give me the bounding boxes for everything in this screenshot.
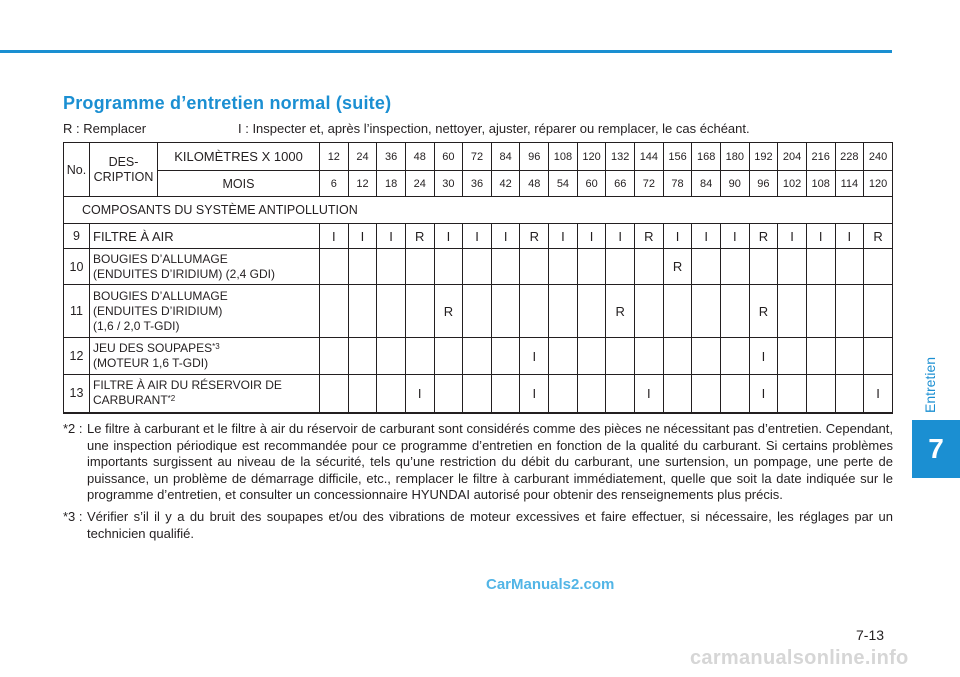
item-name-line	[93, 356, 319, 371]
schedule-cell: I	[606, 224, 635, 249]
month-value: 48	[520, 171, 549, 197]
row-number: 11	[64, 285, 90, 338]
schedule-cell	[577, 249, 606, 285]
km-value: 192	[749, 143, 778, 171]
schedule-cell: I	[720, 224, 749, 249]
km-value: 120	[577, 143, 606, 171]
km-header: KILOMÈTRES X 1000	[158, 143, 320, 171]
schedule-cell: R	[749, 285, 778, 338]
km-value: 60	[434, 143, 463, 171]
km-value: 36	[377, 143, 406, 171]
item-name-line	[93, 341, 319, 356]
legend-replace: R : Remplacer	[63, 121, 147, 136]
schedule-cell	[405, 285, 434, 338]
schedule-cell: I	[520, 338, 549, 375]
schedule-cell	[463, 249, 492, 285]
schedule-cell	[320, 338, 349, 375]
schedule-cell	[835, 338, 864, 375]
schedule-cell	[348, 338, 377, 375]
schedule-cell	[320, 375, 349, 413]
page-number: 7-13	[856, 627, 885, 643]
schedule-cell	[835, 285, 864, 338]
km-value: 108	[549, 143, 578, 171]
schedule-cell	[606, 375, 635, 413]
chapter-label	[915, 340, 945, 430]
watermark-carmanuals2: CarManuals2.com	[486, 576, 615, 593]
footnote-text: Le filtre à carburant et le filtre à air du réservoir de carburant sont considérés comme des pièces ne nécessitant pas d’entretien. Cependant, une inspection périodique est recommandée pour ce programme d’entretien en fonction de la qualité du carburant. Si certains problèmes importants surgissent au niveau de la sécurité, tels qu’une restriction du débit du carburant, une surtension, un pompage, une perte de puissance, un problème de démarrage difficile, etc., remplacer le filtre à carburant immédiatement, quelle que soit la date indiquée sur le programme d’entretien, et consulter un concessionnaire HYUNDAI autorisé pour obtenir des renseignements plus précis.	[87, 421, 893, 503]
item-name-line	[93, 267, 319, 282]
schedule-cell	[778, 338, 807, 375]
schedule-cell	[778, 375, 807, 413]
schedule-cell	[549, 375, 578, 413]
schedule-cell	[463, 338, 492, 375]
schedule-cell	[720, 338, 749, 375]
item-name-text: (ENDUITES D’IRIDIUM) (2,4 GDI)	[93, 266, 276, 281]
schedule-cell: I	[520, 375, 549, 413]
item-name-text: FILTRE À AIR DU RÉSERVOIR DE	[93, 378, 282, 393]
description-header-line2: CRIPTION	[93, 169, 154, 184]
item-name-text: (1,6 / 2,0 T-GDI)	[93, 318, 180, 333]
schedule-cell: I	[377, 224, 406, 249]
item-name	[90, 249, 320, 285]
schedule-cell	[778, 285, 807, 338]
row-number: 12	[64, 338, 90, 375]
schedule-cell: R	[606, 285, 635, 338]
month-value: 90	[720, 171, 749, 197]
months-header: MOIS	[158, 171, 320, 197]
month-value: 30	[434, 171, 463, 197]
month-value: 18	[377, 171, 406, 197]
schedule-cell	[577, 375, 606, 413]
month-value: 54	[549, 171, 578, 197]
month-value: 114	[835, 171, 864, 197]
footnote-text: Vérifier s’il il y a du bruit des soupapes et/ou des vibrations de moteur excessives et faire effectuer, si nécessaire, les réglages par un technicien qualifié.	[87, 508, 893, 541]
item-name-text: FILTRE À AIR	[93, 228, 174, 244]
schedule-cell	[520, 249, 549, 285]
schedule-cell: R	[663, 249, 692, 285]
schedule-cell	[606, 338, 635, 375]
schedule-cell	[377, 285, 406, 338]
header-row-months	[64, 171, 893, 197]
schedule-cell	[348, 375, 377, 413]
schedule-cell	[405, 338, 434, 375]
footnote	[63, 509, 893, 542]
schedule-cell	[692, 249, 721, 285]
schedule-cell: R	[864, 224, 893, 249]
legend-inspect: I : Inspecter et, après l’inspection, nettoyer, ajuster, réparer ou remplacer, le cas échéant.	[238, 121, 750, 136]
km-value: 72	[463, 143, 492, 171]
schedule-cell	[806, 375, 835, 413]
no-header: No.	[64, 143, 90, 197]
schedule-cell: I	[491, 224, 520, 249]
km-value: 12	[320, 143, 349, 171]
schedule-cell	[692, 285, 721, 338]
watermark-carmanualsonline: carmanualsonline.info	[690, 647, 909, 669]
schedule-cell: I	[806, 224, 835, 249]
item-name-text: BOUGIES D’ALLUMAGE	[93, 288, 228, 303]
footnote-mark: *2 :	[63, 421, 83, 436]
item-name-text: BOUGIES D’ALLUMAGE	[93, 251, 228, 266]
schedule-cell	[348, 285, 377, 338]
month-value: 78	[663, 171, 692, 197]
schedule-cell	[806, 249, 835, 285]
schedule-cell	[463, 285, 492, 338]
item-name-text: (ENDUITES D’IRIDIUM)	[93, 303, 223, 318]
schedule-cell	[864, 338, 893, 375]
schedule-cell	[692, 338, 721, 375]
month-value: 120	[864, 171, 893, 197]
schedule-cell	[491, 375, 520, 413]
month-value: 24	[405, 171, 434, 197]
schedule-cell: I	[635, 375, 664, 413]
footnotes	[63, 421, 893, 547]
footnote-ref: *2	[167, 394, 176, 404]
table-row	[64, 338, 893, 375]
month-value: 60	[577, 171, 606, 197]
footnote	[63, 421, 893, 504]
km-value: 24	[348, 143, 377, 171]
km-value: 180	[720, 143, 749, 171]
item-name-line	[93, 319, 319, 334]
schedule-cell	[606, 249, 635, 285]
km-value: 216	[806, 143, 835, 171]
table-row	[64, 285, 893, 338]
schedule-cell	[663, 285, 692, 338]
schedule-cell	[720, 285, 749, 338]
schedule-cell	[720, 249, 749, 285]
table-row	[64, 224, 893, 249]
schedule-cell	[749, 249, 778, 285]
schedule-cell	[577, 338, 606, 375]
schedule-cell: I	[549, 224, 578, 249]
schedule-cell: I	[434, 224, 463, 249]
month-value: 108	[806, 171, 835, 197]
schedule-cell	[577, 285, 606, 338]
description-header-line1: DES-	[108, 154, 139, 169]
schedule-cell	[864, 249, 893, 285]
row-number: 13	[64, 375, 90, 413]
schedule-cell	[663, 375, 692, 413]
schedule-cell	[491, 338, 520, 375]
schedule-cell	[635, 285, 664, 338]
schedule-cell	[635, 338, 664, 375]
schedule-cell: R	[635, 224, 664, 249]
schedule-cell	[491, 285, 520, 338]
row-number: 10	[64, 249, 90, 285]
schedule-cell: I	[348, 224, 377, 249]
schedule-cell	[720, 375, 749, 413]
schedule-cell	[491, 249, 520, 285]
table-row	[64, 249, 893, 285]
item-name-line	[93, 304, 319, 319]
group-row	[64, 197, 893, 224]
schedule-cell: R	[749, 224, 778, 249]
km-value: 204	[778, 143, 807, 171]
item-name	[90, 375, 320, 413]
schedule-cell: R	[520, 224, 549, 249]
schedule-cell: I	[749, 375, 778, 413]
schedule-cell	[549, 249, 578, 285]
item-name-line	[93, 289, 319, 304]
schedule-cell	[434, 338, 463, 375]
km-value: 48	[405, 143, 434, 171]
row-number: 9	[64, 224, 90, 249]
footnote-mark: *3 :	[63, 508, 83, 524]
month-value: 96	[749, 171, 778, 197]
km-value: 132	[606, 143, 635, 171]
month-value: 42	[491, 171, 520, 197]
month-value: 12	[348, 171, 377, 197]
schedule-cell	[520, 285, 549, 338]
month-value: 102	[778, 171, 807, 197]
schedule-cell: I	[778, 224, 807, 249]
schedule-cell: I	[692, 224, 721, 249]
schedule-cell	[377, 249, 406, 285]
item-name-text: JEU DES SOUPAPES	[93, 341, 213, 355]
schedule-cell	[434, 249, 463, 285]
top-rule	[0, 50, 892, 53]
item-name-text: (MOTEUR 1,6 T-GDI)	[93, 356, 209, 370]
schedule-cell	[864, 285, 893, 338]
schedule-cell	[434, 375, 463, 413]
km-value: 84	[491, 143, 520, 171]
group-label: COMPOSANTS DU SYSTÈME ANTIPOLLUTION	[64, 197, 893, 224]
schedule-cell	[549, 285, 578, 338]
km-value: 168	[692, 143, 721, 171]
item-name-line	[93, 252, 319, 267]
item-name-line	[93, 378, 319, 393]
month-value: 66	[606, 171, 635, 197]
month-value: 72	[635, 171, 664, 197]
schedule-cell: I	[405, 375, 434, 413]
schedule-cell	[635, 249, 664, 285]
schedule-cell	[320, 285, 349, 338]
schedule-cell	[377, 338, 406, 375]
schedule-cell	[377, 375, 406, 413]
km-value: 156	[663, 143, 692, 171]
schedule-cell	[835, 249, 864, 285]
item-name-line	[93, 393, 319, 408]
item-name	[90, 338, 320, 375]
schedule-cell: I	[320, 224, 349, 249]
km-value: 240	[864, 143, 893, 171]
item-name	[90, 224, 320, 249]
schedule-cell	[348, 249, 377, 285]
schedule-cell	[405, 249, 434, 285]
schedule-cell	[663, 338, 692, 375]
schedule-cell: I	[577, 224, 606, 249]
header-row-km	[64, 143, 893, 171]
item-name	[90, 285, 320, 338]
km-value: 96	[520, 143, 549, 171]
page-title: Programme d’entretien normal (suite)	[63, 93, 392, 113]
month-value: 36	[463, 171, 492, 197]
schedule-cell	[806, 285, 835, 338]
chapter-tab: 7	[912, 420, 960, 478]
schedule-cell	[692, 375, 721, 413]
schedule-cell	[320, 249, 349, 285]
chapter-label-text: Entretien	[922, 356, 939, 414]
schedule-cell	[549, 338, 578, 375]
schedule-cell	[463, 375, 492, 413]
schedule-cell	[806, 338, 835, 375]
schedule-cell: I	[864, 375, 893, 413]
schedule-cell: I	[749, 338, 778, 375]
description-header	[90, 143, 158, 197]
schedule-cell: I	[463, 224, 492, 249]
schedule-cell: R	[405, 224, 434, 249]
item-name-line	[93, 229, 319, 244]
item-name-text: CARBURANT	[93, 393, 168, 408]
km-value: 228	[835, 143, 864, 171]
schedule-cell	[835, 375, 864, 413]
schedule-cell	[778, 249, 807, 285]
footnote-ref: *3	[212, 342, 220, 351]
schedule-cell: R	[434, 285, 463, 338]
month-value: 84	[692, 171, 721, 197]
month-value: 6	[320, 171, 349, 197]
schedule-cell: I	[663, 224, 692, 249]
table-row	[64, 375, 893, 413]
km-value: 144	[635, 143, 664, 171]
schedule-cell: I	[835, 224, 864, 249]
maintenance-schedule-table	[63, 142, 893, 414]
